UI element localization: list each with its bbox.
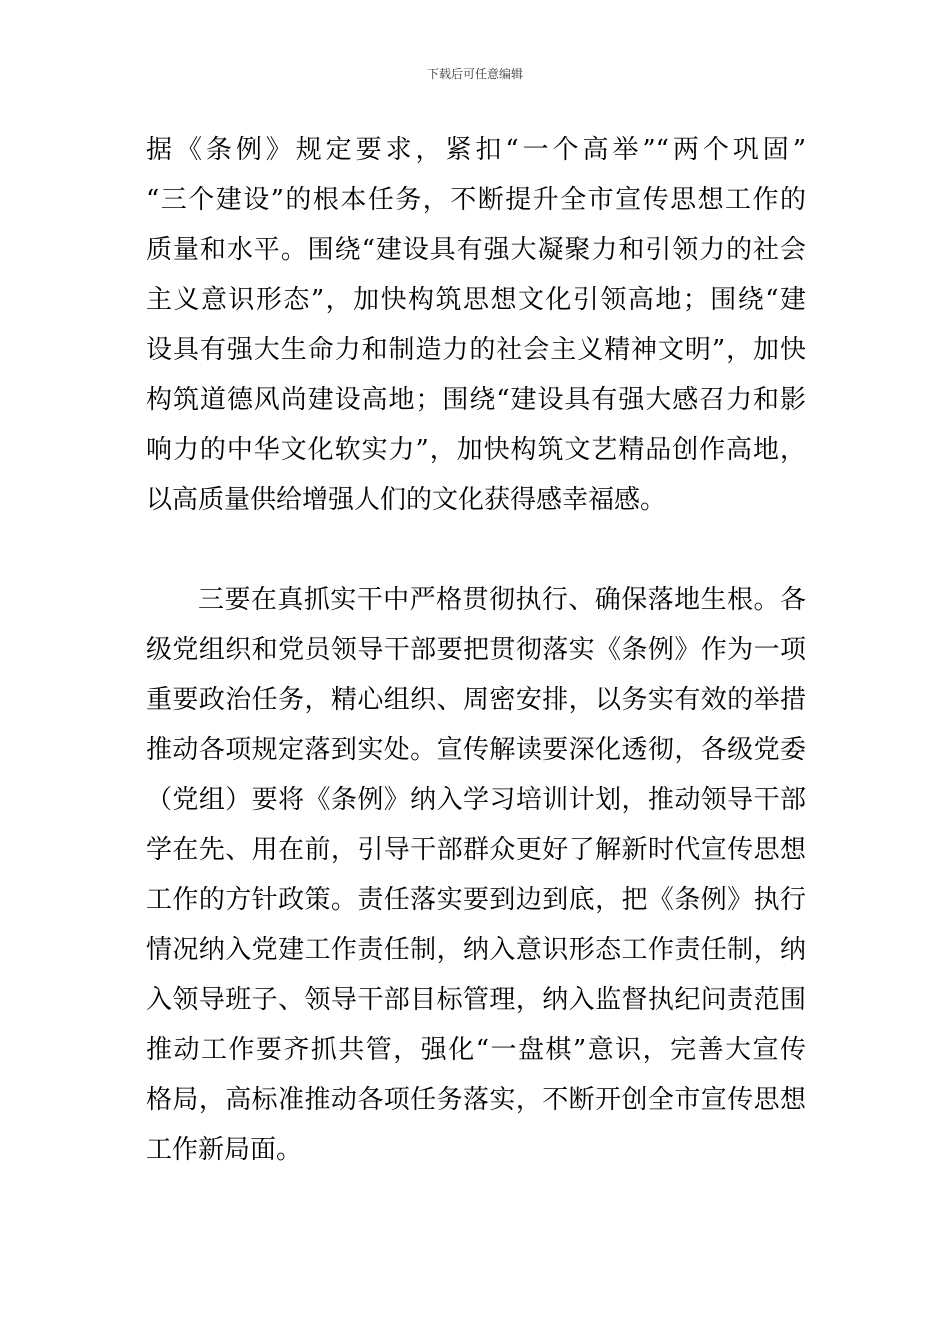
paragraph-2-line: 三要在真抓实干中严格贯彻执行、确保落地生根。各: [198, 585, 806, 615]
paragraph-1-line: 响力的中华文化软实力”，加快构筑文艺精品创作高地，: [146, 435, 806, 465]
paragraph-2-line: 学在先、用在前，引导干部群众更好了解新时代宣传思想: [146, 835, 806, 865]
paragraph-2-line: 级党组织和党员领导干部要把贯彻落实《条例》作为一项: [146, 635, 806, 665]
paragraph-1-line: 以高质量供给增强人们的文化获得感幸福感。: [146, 485, 667, 515]
paragraph-1-line: 构筑道德风尚建设高地；围绕“建设具有强大感召力和影: [146, 385, 806, 415]
page-header: 下载后可任意编辑: [426, 67, 523, 81]
paragraph-1-line: 质量和水平。围绕“建设具有强大凝聚力和引领力的社会: [146, 235, 806, 265]
paragraph-2-line: 工作的方针政策。责任落实要到边到底，把《条例》执行: [146, 885, 806, 915]
paragraph-2-line: 入领导班子、领导干部目标管理，纳入监督执纪问责范围: [146, 985, 806, 1015]
paragraph-1-line: “三个建设”的根本任务，不断提升全市宣传思想工作的: [146, 185, 806, 215]
paragraph-2-line: 格局，高标准推动各项任务落实，不断开创全市宣传思想: [146, 1085, 806, 1115]
paragraph-1-line: 设具有强大生命力和制造力的社会主义精神文明”，加快: [146, 335, 806, 365]
paragraph-2-line: 情况纳入党建工作责任制，纳入意识形态工作责任制，纳: [146, 935, 806, 965]
paragraph-1-line: 主义意识形态”，加快构筑思想文化引领高地；围绕“建: [146, 285, 806, 315]
paragraph-1-line: 据《条例》规定要求，紧扣“一个高举”“两个巩固”: [146, 135, 806, 165]
paragraph-2-line: 重要政治任务，精心组织、周密安排，以务实有效的举措: [146, 685, 806, 715]
paragraph-2-line: 推动各项规定落到实处。宣传解读要深化透彻，各级党委: [146, 735, 806, 765]
paragraph-2-line: 推动工作要齐抓共管，强化“一盘棋”意识，完善大宣传: [146, 1035, 806, 1065]
paragraph-2-line: （党组）要将《条例》纳入学习培训计划，推动领导干部: [146, 785, 806, 815]
paragraph-2-line: 工作新局面。: [146, 1135, 303, 1165]
